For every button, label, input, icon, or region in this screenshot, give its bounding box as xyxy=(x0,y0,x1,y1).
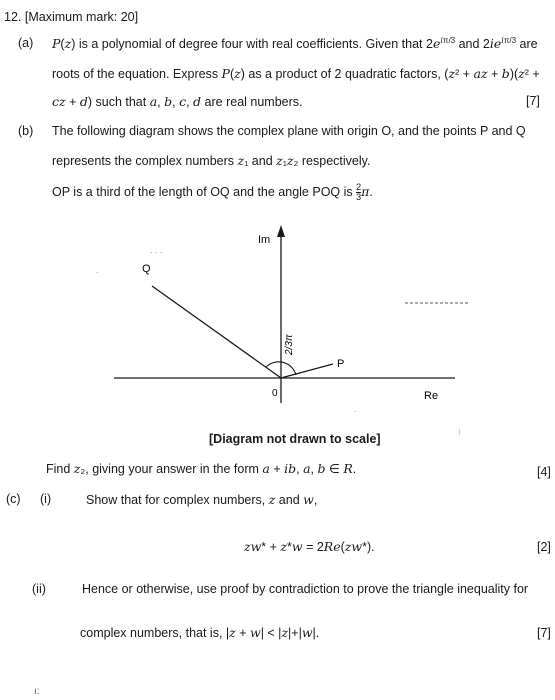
part-b-marks: [4] xyxy=(537,465,551,479)
part-c-label: (c) xyxy=(6,492,21,506)
part-b-line-3: OP is a third of the length of OQ and the angle POQ is $\frac{2}{3}$ π. xyxy=(52,182,373,202)
scan-mark: · · · xyxy=(150,248,163,257)
part-a-line-2: roots of the equation. Express P(z) as a product of 2 quadratic factors, (z² + az + b)(z² + xyxy=(52,66,540,81)
part-a-marks: [7] xyxy=(526,94,540,108)
imaginary-axis-arrow xyxy=(277,225,285,237)
part-c-i-label: (i) xyxy=(40,492,52,506)
part-c-ii-text-2: complex numbers, that is, |z + w| < |z|+|w|. xyxy=(80,625,320,640)
max-marks: [Maximum mark: 20] xyxy=(24,10,139,24)
origin-label: 0 xyxy=(272,388,278,399)
part-c-ii-label: (ii) xyxy=(32,582,46,596)
scan-mark: ⁝ xyxy=(458,428,461,437)
segment-oq xyxy=(152,286,281,378)
svg-text:2/3π: 2/3π xyxy=(284,334,295,355)
diagram-caption: [Diagram not drawn to scale] xyxy=(209,432,381,446)
part-b-label: (b) xyxy=(18,124,34,138)
part-c-i-marks: [2] xyxy=(537,540,551,554)
part-c-i-text: Show that for complex numbers, z and w, xyxy=(86,492,318,507)
im-axis-label: Im xyxy=(258,234,271,246)
re-axis-label: Re xyxy=(424,390,439,402)
question-number: 12. xyxy=(4,10,22,24)
part-c-ii-marks: [7] xyxy=(537,626,551,640)
segment-op xyxy=(281,364,333,378)
point-q-label: Q xyxy=(142,263,151,275)
part-c-ii-text: Hence or otherwise, use proof by contradiction to prove the triangle inequality for xyxy=(82,582,529,596)
complex-plane-diagram xyxy=(0,215,555,437)
angle-label xyxy=(284,334,295,356)
scan-mark: · xyxy=(96,268,99,277)
point-p-label: P xyxy=(337,358,345,370)
part-c-i-equation: zw* + z*w = 2Re(zw*). xyxy=(244,539,375,554)
part-b-line-1: The following diagram shows the complex plane with origin O, and the points P and Q xyxy=(52,124,526,138)
part-a-line-3: cz + d) such that a, b, c, d are real numbers. xyxy=(52,94,303,109)
part-a-line-1: P(z) is a polynomial of degree four with real coefficients. Given that $2e^{i\pi/3}$ and $2ie^{i\pi/3}$ are xyxy=(52,36,538,52)
part-b-line-2: represents the complex numbers z₁ and z₁z₂ respectively. xyxy=(52,153,371,168)
scan-mark: · xyxy=(354,407,357,416)
question-header xyxy=(4,10,138,24)
part-b-find: Find z₂, giving your answer in the form a + ib, a, b ∈ R. xyxy=(46,461,357,476)
scan-mark: ı: xyxy=(34,686,40,697)
part-a-label: (a) xyxy=(18,36,34,50)
